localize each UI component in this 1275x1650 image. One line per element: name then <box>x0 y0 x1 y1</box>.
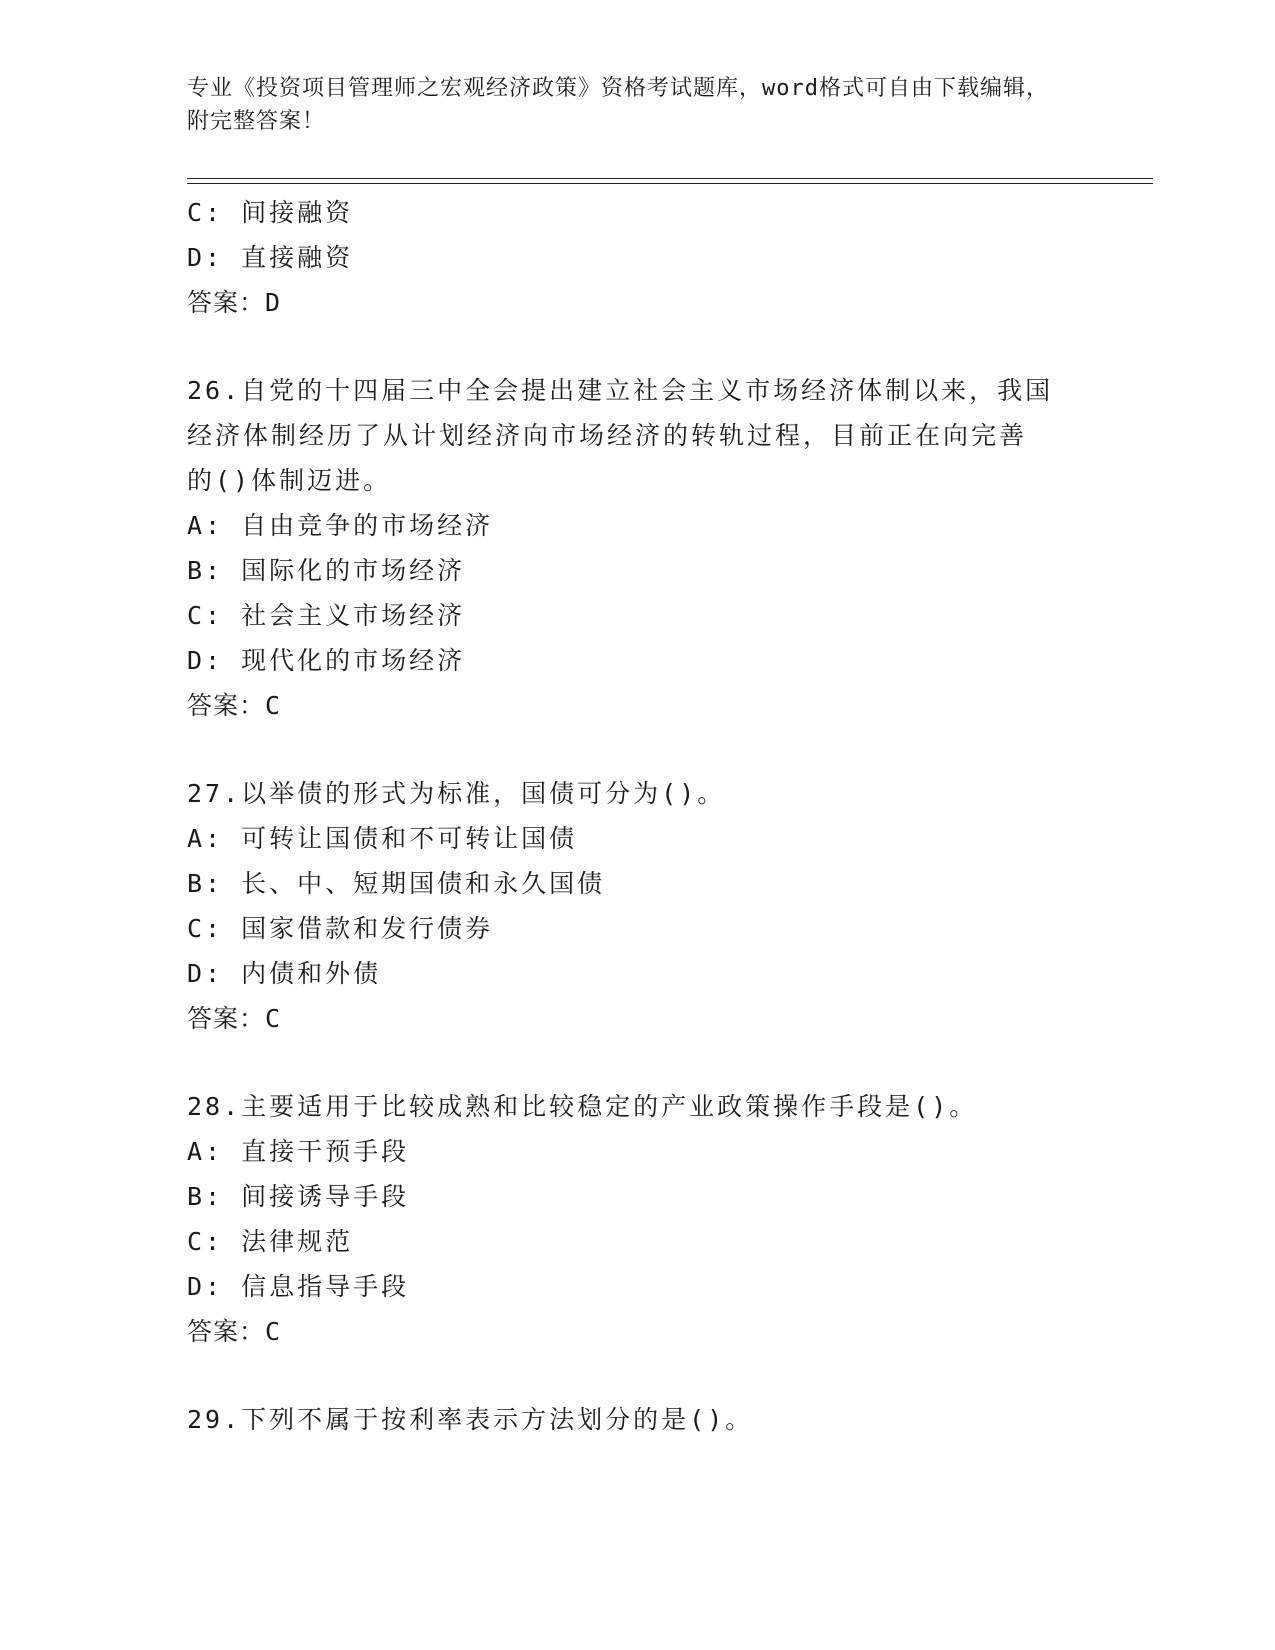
answer: 答案：C <box>187 691 282 720</box>
option-c: C: 法律规范 <box>187 1227 354 1256</box>
option-c: C: 间接融资 <box>187 198 354 227</box>
option-d: D: 直接融资 <box>187 243 354 272</box>
option-b: B: 国际化的市场经济 <box>187 556 466 585</box>
answer: 答案：D <box>187 288 282 317</box>
question-29 <box>187 1397 1087 1442</box>
answer: 答案：C <box>187 1004 282 1033</box>
question-stem <box>187 1084 1087 1129</box>
stem-line: 29.下列不属于按利率表示方法划分的是()。 <box>187 1405 754 1434</box>
stem-line: 的()体制迈进。 <box>187 466 392 495</box>
option-c: C: 国家借款和发行债券 <box>187 914 494 943</box>
header-rule-top <box>187 178 1153 179</box>
option-a: A: 直接干预手段 <box>187 1137 410 1166</box>
option-a: A: 自由竞争的市场经济 <box>187 511 494 540</box>
option-b: B: 间接诱导手段 <box>187 1182 410 1211</box>
question-stem <box>187 771 1087 816</box>
option-b: B: 长、中、短期国债和永久国债 <box>187 869 606 898</box>
option-d: D: 现代化的市场经济 <box>187 646 466 675</box>
question-stem <box>187 1397 1087 1442</box>
answer: 答案：C <box>187 1317 282 1346</box>
document-header: 专业《投资项目管理师之宏观经济政策》资格考试题库，word格式可自由下载编辑，附完整答案！ <box>187 76 1049 134</box>
question-list <box>187 190 1087 1442</box>
option-a: A: 可转让国债和不可转让国债 <box>187 824 578 853</box>
header-rule-bottom <box>187 183 1153 184</box>
stem-line: 经济体制经历了从计划经济向市场经济的转轨过程，目前正在向完善 <box>187 421 1028 450</box>
option-d: D: 内债和外债 <box>187 959 382 988</box>
option-c: C: 社会主义市场经济 <box>187 601 466 630</box>
question-27 <box>187 771 1087 1042</box>
option-d: D: 信息指导手段 <box>187 1272 410 1301</box>
question-28 <box>187 1084 1087 1355</box>
stem-line: 26.自党的十四届三中全会提出建立社会主义市场经济体制以来，我国 <box>187 376 1054 405</box>
question-25-tail <box>187 190 1087 326</box>
question-26 <box>187 368 1087 729</box>
stem-line: 27.以举债的形式为标准，国债可分为()。 <box>187 779 726 808</box>
question-stem <box>187 368 1087 503</box>
stem-line: 28.主要适用于比较成熟和比较稳定的产业政策操作手段是()。 <box>187 1092 978 1121</box>
